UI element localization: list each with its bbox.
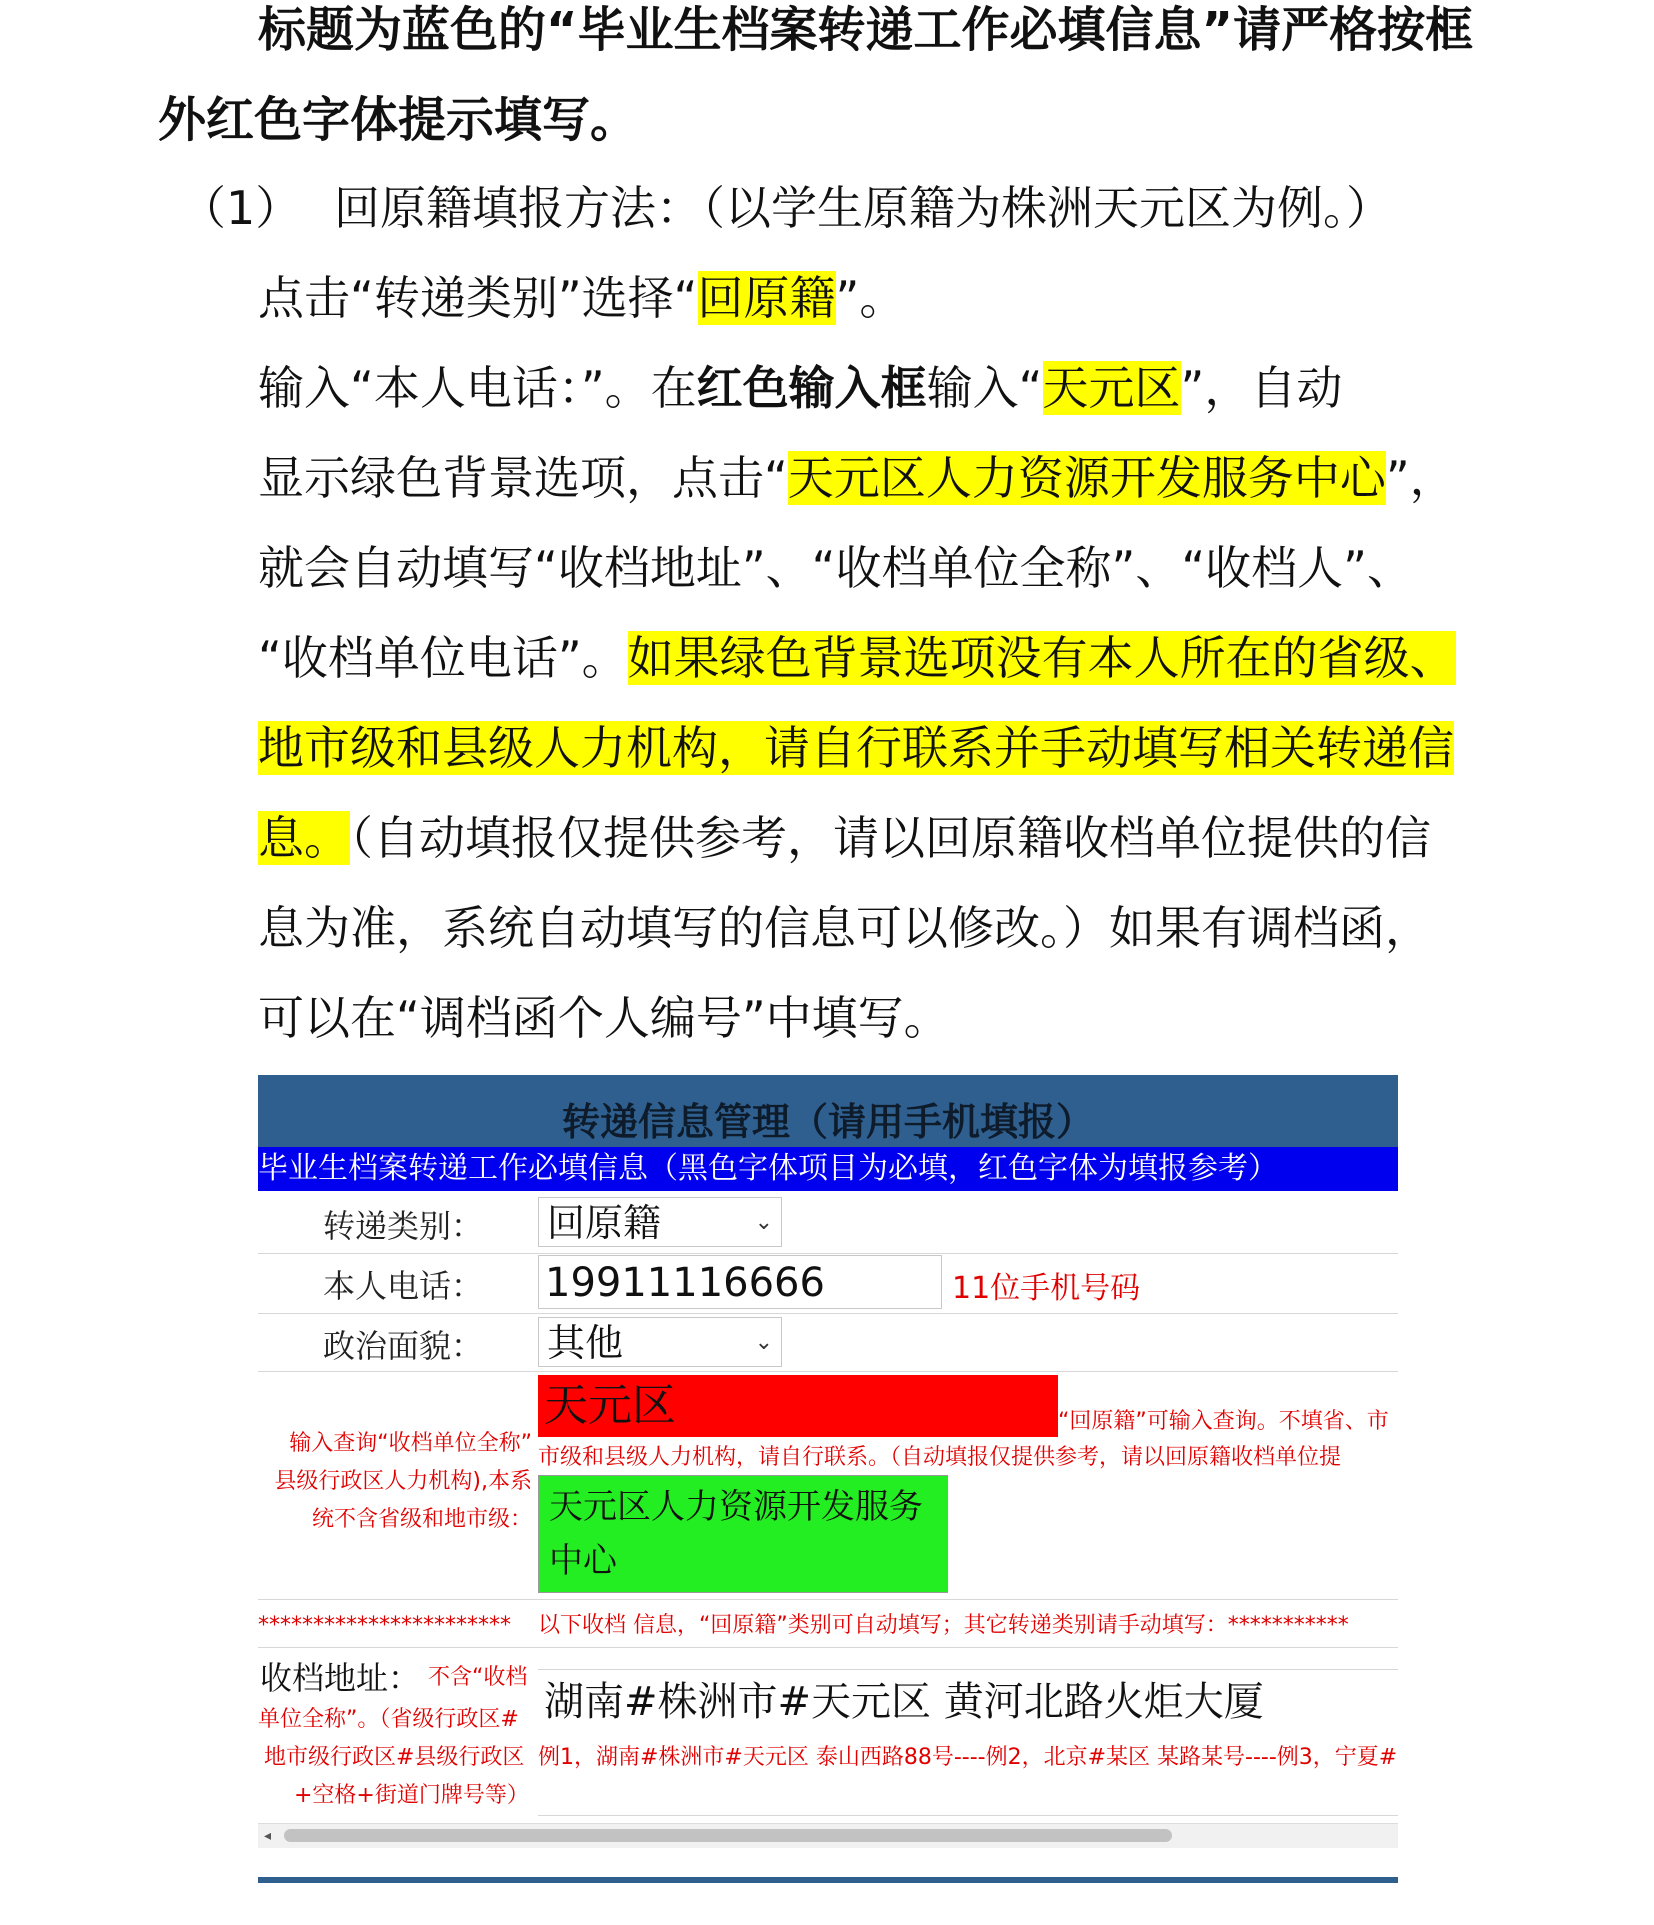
instruction-text: 输入“本人电话：”。在 (258, 361, 697, 415)
political-status-select[interactable] (538, 1317, 782, 1367)
section-label: （1） (180, 181, 302, 235)
suggestion-line-1: 天元区人力资源开发服务 (549, 1487, 923, 1527)
address-hint-a: 不含“收档 (428, 1665, 528, 1690)
instruction-line-7 (258, 798, 1431, 878)
row-divider (538, 1669, 1398, 1670)
highlighted-text: 天元区人力资源开发服务中心 (787, 451, 1386, 505)
highlighted-text: 天元区 (1042, 361, 1181, 415)
scroll-thumb[interactable] (284, 1829, 1172, 1842)
form-title: 转递信息管理（请用手机填报） (561, 1100, 1094, 1144)
instruction-line-1 (258, 258, 905, 338)
query-right-hint-1: “回原籍”可输入查询。不填省、市 (1058, 1409, 1389, 1434)
address-label: 收档地址： (260, 1659, 421, 1697)
scroll-left-icon[interactable]: ◂ (264, 1828, 272, 1844)
instruction-text: ”，自动 (1180, 361, 1343, 415)
transfer-type-value: 回原籍 (547, 1201, 662, 1245)
form-subtitle: 毕业生档案转递工作必填信息（黑色字体项目为必填，红色字体为填报参考） (258, 1147, 1398, 1191)
bottom-bar (258, 1877, 1398, 1883)
instruction-text: 显示绿色背景选项，点击“ (258, 451, 788, 505)
address-input[interactable]: 湖南#株洲市#天元区 黄河北路火炬大厦 (544, 1679, 1264, 1725)
phone-input[interactable]: 19911116666 (538, 1255, 942, 1309)
stars-left: *********************** (258, 1613, 511, 1638)
highlighted-text: 回原籍 (697, 271, 836, 325)
instruction-line-8: 息为准，系统自动填写的信息可以修改。）如果有调档函， (258, 901, 1431, 955)
instruction-text: ”。 (835, 271, 906, 325)
phone-label: 本人电话： (322, 1267, 483, 1305)
row-divider (258, 1253, 1398, 1254)
query-hint-line-1: 输入查询“收档单位全称” (289, 1431, 532, 1456)
stars-right: 以下收档 信息，“回原籍”类别可自动填写；其它转递类别请手动填写：*********** (538, 1613, 1349, 1638)
row-divider (258, 1313, 1398, 1314)
instruction-line-5 (258, 618, 1456, 698)
political-status-value: 其他 (547, 1321, 624, 1365)
query-input[interactable]: 天元区 (538, 1375, 1058, 1437)
highlighted-text: 如果绿色背景选项没有本人所在的省级、 (627, 631, 1456, 685)
instruction-line-9: 可以在“调档函个人编号”中填写。 (258, 991, 950, 1045)
highlighted-text: 息。 (258, 811, 350, 865)
instruction-line-4: 就会自动填写“收档地址”、“收档单位全称”、“收档人”、 (258, 541, 1413, 595)
address-examples: 例1，湖南#株洲市#天元区 泰山西路88号----例2，北京#某区 某路某号----例3，宁夏# (538, 1745, 1398, 1770)
instruction-line-2 (258, 348, 1342, 428)
query-hint-line-2: 县级行政区人力机构),本系 (274, 1469, 532, 1494)
instruction-line-3 (258, 438, 1456, 518)
chevron-down-icon: ⌄ (754, 1330, 773, 1355)
row-divider (538, 1815, 1398, 1816)
suggestion-option[interactable] (538, 1475, 948, 1593)
instruction-text: “收档单位电话”。 (258, 631, 628, 685)
horizontal-scrollbar[interactable] (258, 1823, 1398, 1848)
row-divider (258, 1647, 1398, 1648)
intro-line-1: 标题为蓝色的“毕业生档案转递工作必填信息”请严格按框 (258, 2, 1474, 58)
highlighted-text: 地市级和县级人力机构，请自行联系并手动填写相关转递信 (258, 721, 1454, 775)
instruction-line-6 (258, 708, 1454, 788)
bold-text: 红色输入框 (696, 361, 927, 415)
form-screenshot (258, 1075, 1398, 1885)
query-hint-line-3: 统不含省级和地市级： (311, 1507, 532, 1532)
row-divider (258, 1371, 1398, 1372)
intro-line-2: 外红色字体提示填写。 (158, 92, 639, 148)
chevron-down-icon: ⌄ (754, 1210, 773, 1235)
political-status-label: 政治面貌： (322, 1327, 483, 1365)
suggestion-line-2: 中心 (549, 1541, 617, 1581)
row-divider (258, 1599, 1398, 1600)
transfer-type-label: 转递类别： (322, 1207, 483, 1245)
address-hint-d: +空格+街道门牌号等） (294, 1783, 529, 1808)
instruction-text: 输入“ (926, 361, 1043, 415)
instruction-text: ”， (1385, 451, 1456, 505)
address-hint-b: 单位全称”。（省级行政区# (258, 1707, 519, 1732)
instruction-text: （自动填报仅提供参考，请以回原籍收档单位提供的信 (350, 811, 1431, 865)
section-heading: 回原籍填报方法：（以学生原籍为株洲天元区为例。） (334, 181, 1392, 235)
phone-hint: 11位手机号码 (952, 1271, 1141, 1306)
query-right-hint-2: 市级和县级人力机构，请自行联系。（自动填报仅提供参考，请以回原籍收档单位提 (538, 1445, 1342, 1470)
address-hint-c: 地市级行政区#县级行政区 (264, 1745, 525, 1770)
transfer-type-select[interactable] (538, 1197, 782, 1247)
instruction-text: 点击“转递类别”选择“ (258, 271, 698, 325)
